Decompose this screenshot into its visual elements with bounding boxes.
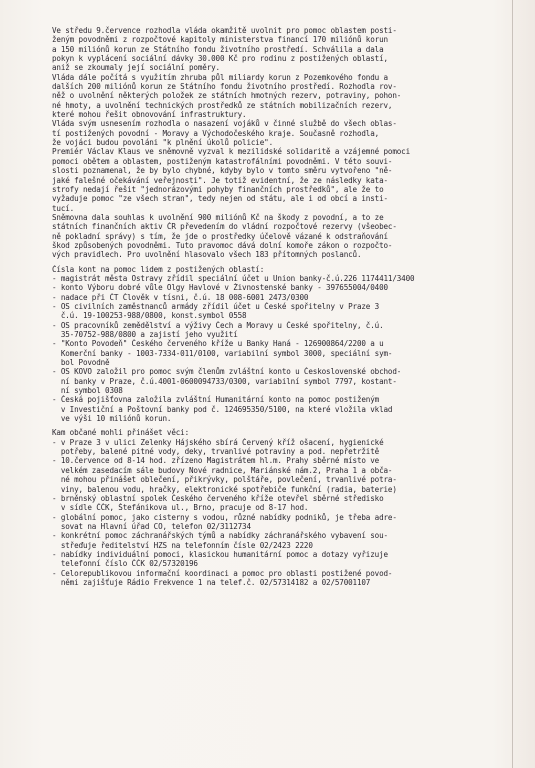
text-line: vých pravidlech. Pro uvolnění hlasovalo všech 183 přítomných poslanců. [52,250,362,260]
text-line: které mohou řešit obnovování infrastruktury. [52,110,247,120]
text-line: - OS pracovníků zemědělství a výživy Čech a Moravy u České spořitelny, č.ú. [52,320,384,330]
text-line: - konto Výboru dobré vůle Olgy Havlové v Živnostenské banky - 397655004/0400 [52,283,388,293]
text-line: Sněmovna dala souhlas k uvolnění 900 miliónů Kč na škody z povodní, a to ze [52,212,384,222]
text-line: - v Praze 3 v ulici Zelenky Hájského sbírá Červený kříž ošacení, hygienické [52,437,384,447]
text-line: - OS KOVO založil pro pomoc svým členům zvláštní konto u Československé obchod- [52,367,402,377]
text-line: Premiér Václav Klaus ve sněmovně vyzval k mezilidské solidaritě a vzájemné pomoci [52,147,411,157]
text-line: státních finančních aktiv ČR převedením do vládní rozpočtové rezervy (všeobec- [52,222,397,232]
text-line: bol Povodně [52,358,110,368]
text-line: ní banky v Praze, č.ú.4001-0600094733/0300, variabilní symbol 7797, kostant- [52,376,397,386]
text-line: že vojáci budou povoláni "k plnění úkolů policie". [52,138,273,148]
text-line: - magistrát města Ostravy zřídil speciální účet u Union banky-č.ú.226 1174411/3400 [52,273,415,283]
text-line: velkém zasedacím sále budovy Nové radnice, Mariánské nám.2, Praha 1 a obča- [52,465,393,475]
text-line: Čísla kont na pomoc lidem z postižených oblastí: [52,264,265,274]
government-measures-section [52,26,520,260]
text-line: jaké falešné očekávání veřejnosti". Je totiž evidentní, že ze následky kata- [52,175,388,185]
text-line: sovat na Hlavní úřad CO, telefon 02/3112734 [52,521,251,531]
text-line: - nabídky individuální pomoci, klasickou humanitární pomoc a dotazy vyřizuje [52,549,388,559]
text-line: tucí. [52,203,75,213]
text-line: pomoci obětem a oblastem, postiženým katastrofálními povodněmi. V této souvi- [52,156,393,166]
text-line: potřeby, balené pitné vody, deky, trvanlivé potraviny a pod. nepřetržitě [52,447,380,457]
text-line: dalších 200 miliónů korun ze Státního fondu životního prostředí. Rozhodla rov- [52,82,397,92]
text-line: němi zajišťuje Rádio Frekvence 1 na telef.č. 02/57314182 a 02/57001107 [52,577,371,587]
text-line: Vláda dále počítá s využitím zhruba půl miliardy korun z Pozemkového fondu a [52,72,388,82]
text-line: č.ú. 19-100253-988/0800, konst.symbol 0558 [52,311,247,321]
text-line: Kam občané mohli přinášet věci: [52,428,190,438]
text-line: v Investiční a Poštovní banky pod č. 124695350/5100, na které vložila vklad [52,404,393,414]
text-line: ní symbol 0308 [52,386,123,396]
text-line: něž o uvolnění některých položek ze státních hmotných rezerv, potraviny, pohon- [52,91,402,101]
text-line: vyžaduje pomoc "ze všech stran", tedy nejen od státu, ale i od obcí a insti- [52,194,388,204]
text-line: ve výši 10 miliónů korun. [52,414,172,424]
text-line: Vláda svým usnesením rozhodla o nasazení vojáků v činné službě do všech oblas- [52,119,397,129]
text-line: - globální pomoc, jako cisterny s vodou, různé nabídky podniků, je třeba adre- [52,512,397,522]
text-line: telefonní číslo ČČK 02/57320196 [52,559,198,569]
collection-points-section [52,428,520,587]
text-line: pokyn k vyplácení sociální dávky 30.000 Kč pro rodinu z postižených oblastí, [52,54,388,64]
text-line: - "Konto Povodeň" Českého červeného kříže u Banky Haná - 126900864/2200 a u [52,339,384,349]
text-line: - konkrétní pomoc záchranářských týmů a nabídky záchranářského vybavení sou- [52,531,388,541]
text-line: - nadace při ČT Člověk v tísni, č.ú. 18 008-6001 2473/0300 [52,292,309,302]
text-line: né hmoty, a uvolnění technických prostředků ze státních mobilizačních rezerv, [52,100,393,110]
typewritten-page [52,26,520,587]
text-line: Komerční banky - 1003-7334-011/0100, variabilní symbol 3000, speciální sym- [52,348,393,358]
text-line: v sídle ČČK, Štefánikova ul., Brno, pracuje od 8-17 hod. [52,503,309,513]
text-line: - Česká pojišťovna založila zvláštní Humanitární konto na pomoc postiženým [52,395,380,405]
text-line: aniž se zkoumaly její sociální poměry. [52,63,220,73]
text-line: ně pokladní správy) s tím, že jde o prostředky účelově vázané k odstraňování [52,231,388,241]
text-line: né mohou přinášet oblečení, přikrývky, polštáře, povlečení, trvanlivé potra- [52,475,397,485]
text-line: škod způsobených povodněmi. Tuto pravomoc dává dolní komoře zákon o rozpočto- [52,240,393,250]
text-line: strofy nedají řešit "jednorázovými pohyby finančních prostředků", ale že to [52,184,384,194]
text-line: viny, balenou vodu, hračky, elektronické spotřebiče funkční (radia, baterie) [52,484,397,494]
text-line: ženým povodněmi z rozpočtové kapitoly ministerstva financí 170 miliónů korun [52,35,388,45]
bank-accounts-section [52,265,520,424]
text-line: - brněnský oblastní spolek Českého červeného kříže otevřel sběrné středisko [52,493,384,503]
text-line: Ve středu 9.července rozhodla vláda okamžitě uvolnit pro pomoc oblastem posti- [52,26,397,35]
text-line: slosti poznamenal, že by bylo chybné, kdyby bylo v tomto směru vytvořeno "ně- [52,166,393,176]
text-line: tí postižených povodní - Moravy a Východočeského kraje. Současně rozhodla, [52,128,380,138]
text-line: 35-70752-988/0800 a zajistí jeho využití [52,330,238,339]
text-line: - 10.července od 8-14 hod. zřízeno Magistrátem hl.m. Prahy sběrné místo ve [52,456,380,466]
text-line: a 150 miliónů korun ze Státního fondu životního prostředí. Schválila a dala [52,44,384,54]
text-line: - Celorepublikovou informační koordinaci a pomoc pro oblasti postižené povod- [52,568,393,578]
text-line: střeďuje ředitelství HZS na telefonním čísle 02/2423 2220 [52,540,313,550]
text-line: - OS civilních zaměstnanců armády zřídil účet u České spořitelny v Praze 3 [52,301,380,311]
